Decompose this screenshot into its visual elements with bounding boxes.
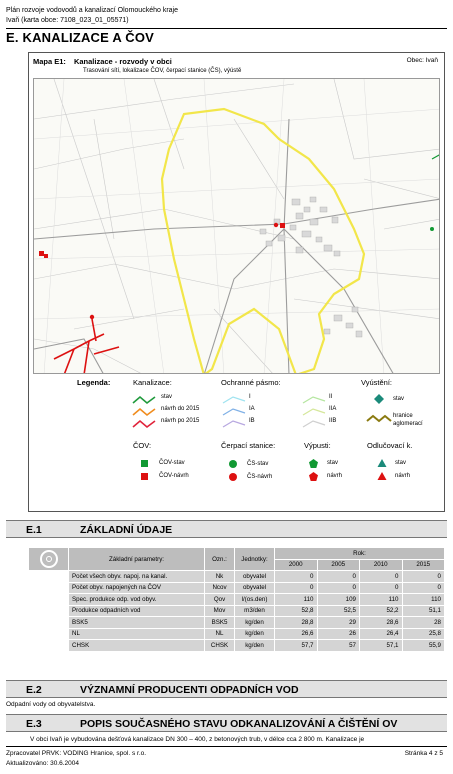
- section-e1-num: E.1: [26, 524, 42, 536]
- row-value: 52,2: [360, 605, 403, 617]
- section-title: E. KANALIZACE A ČOV: [6, 30, 155, 45]
- row-param: Spec. produkce odp. vod obyv.: [69, 594, 205, 606]
- row-spacer-cell: [29, 640, 69, 652]
- row-value: 57: [317, 640, 360, 652]
- footer-zpracovatel: Zpracovatel PRVK: VODING Hranice, spol. s r.o.: [6, 750, 147, 757]
- legend-cov-title: ČOV:: [133, 441, 152, 450]
- row-value: 0: [402, 571, 445, 583]
- legend-op-ii: II: [329, 394, 333, 400]
- section-e3-title: POPIS SOUČASNÉHO STAVU ODKANALIZOVÁNÍ A ČIŠTĚNÍ OV: [80, 718, 398, 730]
- target-rings-icon: [40, 550, 58, 568]
- row-ozn: Qov: [205, 594, 235, 606]
- table-row: [29, 594, 445, 606]
- legend-op-ia: IA: [249, 406, 255, 412]
- th-rok: Rok:: [275, 548, 445, 560]
- legend-odlucovaci-title: Odlučovací k.: [367, 441, 413, 450]
- hranice-aglomeraci-line-icon: [365, 413, 393, 425]
- map-title: [33, 57, 172, 66]
- cs-navrh-circle-icon: [229, 473, 237, 481]
- row-param: Produkce odpadních vod: [69, 605, 205, 617]
- row-value: 110: [402, 594, 445, 606]
- page-header: [6, 3, 447, 29]
- cov-navrh-marker: [39, 251, 44, 256]
- legend-heading: Legenda:: [77, 378, 111, 387]
- row-spacer-cell: [29, 617, 69, 629]
- legend-cerpaci-title: Čerpací stanice:: [221, 441, 276, 450]
- header-line-1: Plán rozvoje vodovodů a kanalizací Olomouckého kraje: [6, 7, 178, 14]
- vypust-navrh-pentagon-icon: [308, 471, 319, 482]
- row-value: 52,8: [275, 605, 318, 617]
- odluc-navrh-triangle-icon: [377, 471, 387, 481]
- row-value: 55,9: [402, 640, 445, 652]
- legend-odluc-stav: stav: [395, 460, 407, 466]
- row-value: 0: [402, 582, 445, 594]
- section-e3-band: [6, 714, 447, 732]
- row-ozn: CHSK: [205, 640, 235, 652]
- row-ozn: NL: [205, 628, 235, 640]
- legend-kanal-stav: stav: [161, 394, 173, 400]
- row-param: Počet všech obyv. napoj. na kanal.: [69, 571, 205, 583]
- table-body: [29, 571, 445, 652]
- row-param: CHSK: [69, 640, 205, 652]
- vyust-stav-diamond-icon: [373, 393, 385, 405]
- th-unit: Jednotky:: [235, 548, 275, 571]
- cov-navrh-marker: [280, 223, 285, 228]
- table-row: [29, 605, 445, 617]
- table-logo-cell: [29, 548, 69, 571]
- legend-kanalizace-title: Kanalizace:: [133, 378, 172, 387]
- table-row: [29, 582, 445, 594]
- th-year: 2000: [275, 559, 318, 571]
- legend-vypusti-title: Výpusti:: [304, 441, 331, 450]
- legend-aglomeraci: aglomerací: [393, 421, 423, 427]
- map-title-text: Kanalizace - rozvody v obci: [73, 57, 172, 66]
- cs-stav-circle-icon: [229, 460, 237, 468]
- section-e2-num: E.2: [26, 684, 42, 696]
- th-param: Základní parametry:: [69, 548, 205, 571]
- legend-op-iib: IIB: [329, 418, 337, 424]
- section-e2-title: VÝZNAMNÍ PRODUCENTI ODPADNÍCH VOD: [80, 684, 299, 696]
- section-e3-num: E.3: [26, 718, 42, 730]
- table-row: [29, 571, 445, 583]
- row-value: 25,8: [402, 628, 445, 640]
- th-ozn: Ozn.:: [205, 548, 235, 571]
- cs-navrh-marker: [274, 223, 278, 227]
- table-row: [29, 640, 445, 652]
- legend-vyust-stav: stav: [393, 396, 405, 402]
- legend-odluc-navrh: návrh: [395, 473, 411, 479]
- cov-stav-square-icon: [141, 460, 148, 467]
- row-unit: kg/den: [235, 640, 275, 652]
- row-unit: obyvatel: [235, 582, 275, 594]
- legend-ochranne-lines-a: [221, 393, 247, 438]
- table-row: [29, 617, 445, 629]
- row-value: 0: [317, 571, 360, 583]
- footer-page-number: Stránka 4 z 5: [404, 750, 443, 757]
- row-spacer-cell: [29, 628, 69, 640]
- th-year: 2010: [360, 559, 403, 571]
- map-panel: [28, 52, 445, 512]
- legend-vypust-stav: stav: [327, 460, 339, 466]
- row-ozn: Nk: [205, 571, 235, 583]
- row-param: BSK5: [69, 617, 205, 629]
- cs-navrh-marker: [90, 315, 94, 319]
- row-param: Počet obyv. napojených na ČOV: [69, 582, 205, 594]
- row-value: 0: [317, 582, 360, 594]
- legend-ochranne-lines-b: [301, 393, 327, 438]
- row-ozn: Mov: [205, 605, 235, 617]
- legend-vypust-navrh: návrh: [327, 473, 343, 479]
- legend-op-ib: IB: [249, 418, 255, 424]
- row-value: 28,6: [360, 617, 403, 629]
- legend-ochranne-title: Ochranné pásmo:: [221, 378, 281, 387]
- cov-navrh-square-icon: [141, 473, 148, 480]
- legend-hranice: hranice: [393, 413, 413, 419]
- cadastral-boundary: [162, 109, 364, 374]
- map-subtitle: Trasování sítí, lokalizace ČOV, čerpací stanice (ČS), výústě: [83, 68, 242, 74]
- legend-kanalizace-lines: [131, 393, 159, 438]
- row-spacer-cell: [29, 594, 69, 606]
- legend-kanal-navrh-po: návrh po 2015: [161, 418, 200, 424]
- row-value: 0: [275, 582, 318, 594]
- row-unit: l/(os.den): [235, 594, 275, 606]
- cs-stav-marker: [430, 227, 434, 231]
- legend-cs-navrh: ČS-návrh: [247, 474, 273, 480]
- row-value: 110: [275, 594, 318, 606]
- e2-text: Odpadní vody od obyvatelstva.: [6, 701, 96, 708]
- row-spacer-cell: [29, 582, 69, 594]
- row-unit: m3/den: [235, 605, 275, 617]
- row-param: NL: [69, 628, 205, 640]
- row-value: 0: [360, 571, 403, 583]
- map-label: Mapa E1:: [33, 57, 66, 66]
- row-value: 0: [275, 571, 318, 583]
- page-footer: [6, 746, 447, 769]
- legend-kanal-navrh-do: návrh do 2015: [161, 406, 200, 412]
- footer-aktualizovano: Aktualizováno: 30.6.2004: [6, 760, 79, 767]
- th-year: 2005: [317, 559, 360, 571]
- odluc-stav-triangle-icon: [377, 458, 387, 468]
- row-value: 57,7: [275, 640, 318, 652]
- legend-cov-navrh: ČOV-návrh: [159, 473, 189, 479]
- row-value: 109: [317, 594, 360, 606]
- row-value: 28: [402, 617, 445, 629]
- row-value: 57,1: [360, 640, 403, 652]
- map-obec: Obec: Ivaň: [406, 57, 438, 64]
- row-value: 26,4: [360, 628, 403, 640]
- row-value: 51,1: [402, 605, 445, 617]
- section-e1-band: [6, 520, 447, 538]
- row-value: 0: [360, 582, 403, 594]
- table-row: [29, 628, 445, 640]
- row-value: 26,6: [275, 628, 318, 640]
- legend-vyusteni-title: Vyústění:: [361, 378, 392, 387]
- row-ozn: Ncov: [205, 582, 235, 594]
- row-unit: obyvatel: [235, 571, 275, 583]
- th-year: 2015: [402, 559, 445, 571]
- e3-text: V obci Ivaň je vybudována dešťová kanalizace DN 300 – 400, z betonových trub, v délce cca 2 800 m. Kanalizace je: [30, 736, 365, 743]
- row-value: 110: [360, 594, 403, 606]
- vypust-stav-pentagon-icon: [308, 458, 319, 469]
- header-line-2: Ivaň (karta obce: 7108_023_01_05571): [6, 17, 129, 24]
- row-spacer-cell: [29, 571, 69, 583]
- row-value: 29: [317, 617, 360, 629]
- legend-op-i: I: [249, 394, 251, 400]
- cov-navrh-marker: [44, 254, 48, 258]
- row-spacer-cell: [29, 605, 69, 617]
- legend-cov-stav: ČOV-stav: [159, 460, 185, 466]
- legend-op-iia: IIA: [329, 406, 337, 412]
- legend-cs-stav: ČS-stav: [247, 461, 269, 467]
- table-header-row: [29, 548, 445, 560]
- basic-data-table: [28, 547, 445, 652]
- section-e1-title: ZÁKLADNÍ ÚDAJE: [80, 524, 173, 536]
- map-image: [33, 78, 440, 374]
- row-value: 26: [317, 628, 360, 640]
- row-unit: kg/den: [235, 628, 275, 640]
- row-unit: kg/den: [235, 617, 275, 629]
- row-ozn: BSK5: [205, 617, 235, 629]
- section-e2-band: [6, 680, 447, 698]
- map-drawing: [34, 79, 440, 374]
- row-value: 28,8: [275, 617, 318, 629]
- row-value: 52,5: [317, 605, 360, 617]
